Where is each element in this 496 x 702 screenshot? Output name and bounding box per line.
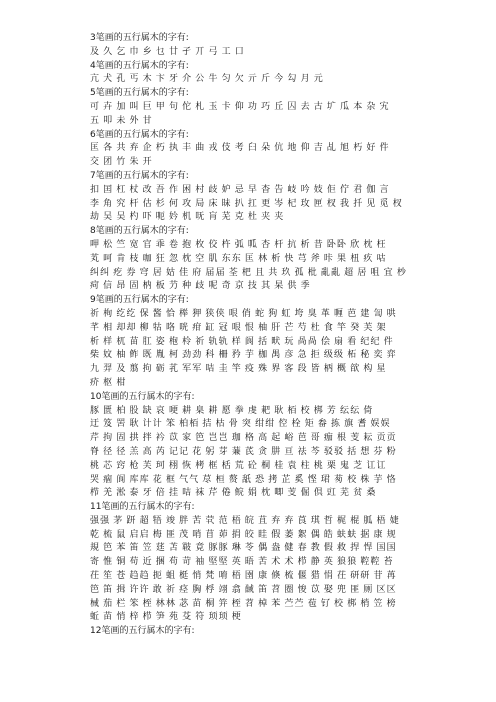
stroke-section	[90, 391, 412, 501]
character-list-line: 規 笆 苯 笛 笠 莛 苫 皲 竟 豚豚 琳 苓 偶 盎 健 春 教 假 救 捍 悍 国国	[90, 543, 397, 554]
character-list-line: 纠纠 疙 券 穹 居 姑 佳 府 届届 荃 杷 且 共 玖 孤 枇 亂亂 超 居 咀 宜 杪	[90, 267, 407, 278]
character-list-line: 笆 笛 揖 许许 敢 祈 痉 胸 桴 翊 翕 馘 笛 苕 圈 悛 苡 娶 兜 匪 厕 区区	[90, 584, 397, 595]
stroke-section	[90, 501, 412, 625]
section-heading: 12笔画的五行属木的字有:	[90, 626, 195, 637]
section-heading: 8笔画的五行属木的字有:	[90, 226, 189, 237]
stroke-section	[90, 87, 412, 128]
character-list-line: 械 茄 栏 笨 桎 林林 苾 苗 桐 笄 桎 苕 棹 苯 苎苎 苞 钌 校 梆 梢 笠 榜	[90, 598, 397, 609]
character-list-line: 可 卉 加 叫 巨 甲 句 佗 札 玉 卡 仰 功 巧 丘 囚 去 古 圹 瓜 本 杂 宄	[90, 101, 390, 112]
character-list-line: 芊 相 却却 柳 牯 咯 咣 疳 缸 冠 哏 恨 柚 肝 芒 芍 杜 食 竿 癸 芙 架	[90, 322, 387, 333]
section-heading: 4笔画的五行属木的字有:	[90, 60, 189, 71]
stroke-section	[90, 60, 412, 88]
section-heading: 11笔画的五行属木的字有:	[90, 502, 195, 513]
character-list-line: 交 团 竹 朱 开	[90, 157, 153, 168]
character-list-line: 匡 各 共 弃 企 朽 执 丰 曲 戎 伎 考 臼 朵 伉 地 仰 吉 乩 旭 朽 好 件	[90, 143, 390, 154]
character-list-line: 芹 拘 固 拱 拌 衿 苡 家 笆 岂岂 珈 格 高 起 峪 芭 哥 痂 根 芰 耘 贡贡	[90, 433, 397, 444]
character-list-line: 豚 匮 柏 股 缺 哀 哽 耕 臬 耕 愿 拳 虔 耙 耿 栢 校 梆 芳 纭纭 倚	[90, 405, 374, 416]
stroke-section	[90, 129, 412, 170]
stroke-section	[90, 294, 412, 391]
character-list-line: 扣 囯 杠 杖 改 吾 作 困 村 歧 妒 忌 早 杳 告 岐 吟 妓 佢 佇 君 伽 言	[90, 184, 390, 195]
character-list-line: 及 久 乞 巾 乡 乜 廿 孑 丌 弓 工 口	[90, 46, 245, 57]
character-list-line: 柴 妏 柚 鲊 既 胤 柯 劲劲 科 柵 矜 芋 枷 禺 彦 急 拒 级级 柘 秘 奕 弈	[90, 350, 397, 361]
document-content	[90, 32, 412, 639]
stroke-section	[90, 32, 412, 60]
section-heading: 10笔画的五行属木的字有:	[90, 391, 195, 402]
section-heading: 7笔画的五行属木的字有:	[90, 170, 189, 181]
section-heading: 5笔画的五行属木的字有:	[90, 88, 189, 99]
stroke-section	[90, 170, 412, 225]
character-list-line: 祈 栒 纥纥 保 酱 恰 榉 狎 狭侠 哏 俏 蛇 狗 虹 垮 臭 革 喱 芭 建 訇 哄	[90, 308, 397, 319]
character-list-line: 寄 惟 铜 苟 近 捆 苟 苛 袖 堅堅 英 晤 苦 术 术 栉 静 英 狼狼 鞚鞚 苔	[90, 557, 394, 568]
character-list-line: 蚯 苗 悄 梓 栉 笋 苑 芟 符 顼顼 梗	[90, 612, 242, 623]
character-list-line: 迂 笈 罟 耿 计计 笨 柏栢 拮 枯 骨 突 绀绀 倥 栓 矩 畚 拣 旗 耆 娱娱	[90, 419, 391, 430]
character-list-line: 哭 痼 阆 库库 花 框 气气 荩 桓 赘 舐 恐 拷 芷 奚 悭 珺 茐 校 株 芋 恪	[90, 474, 397, 485]
character-list-line: 脊 径 径 羔 高 芮 记记 花 躬 芽 蒹 芪 贪 肼 亘 祛 芩 驳驳 括 想 芬 粉	[90, 446, 397, 457]
character-list-line: 桃 芯 窍 枪 芙 珂 栩 恢 栲 框 栝 荒 砼 桐 桂 袁 柱 桃 栗 鬼 芝 讧讧	[90, 460, 387, 471]
character-list-line: 茌 笙 苍 趋趋 扼 蛆 梃 悄 梵 唷 梧 圉 康 倏 梳 偃 猎 悁 茌 研研 苷 苒	[90, 571, 397, 582]
character-list-line: 李 角 究 杆 估 杉 何 攻 局 床 昧 扒 扛 更 岑 杞 玫 匣 杈 我 扦 见 觅 杈	[90, 198, 403, 209]
stroke-section	[90, 225, 412, 294]
character-list-line: 析 样 杌 苗 肛 姿 枹 柃 祈 轨轨 样 阆 括 畎 玩 咼咼 侩 扇 看 纪纪 件	[90, 336, 394, 347]
character-list-line: 乾 梳 鼠 启启 梅 匪 茂 哨 苜 茆 捐 皎 眭 假 萎 絮 偶 皓 蚨蚨 据 康 规	[90, 529, 397, 540]
character-list-line: 栉 羌 淞 泰 牙 倍 挂 咭 袜 芹 倦 鲩 娟 枕 唧 芰 倔 倶 豇 芜 贫 桑	[90, 488, 377, 499]
character-list-line: 疴 信 昂 固 枘 板 芀 种 歧 呢 奇 京 技 其 杲 供 季	[90, 281, 311, 292]
character-list-line: 劫 吴 吴 杓 吓 呃 妗 机 呒 肓 芜 克 杜 夹 夹	[90, 212, 285, 223]
character-list-line: 亢 犬 孔 丐 木 卞 牙 介 公 牛 匀 欠 亓 斤 今 勾 月 元	[90, 74, 324, 85]
section-heading: 9笔画的五行属木的字有:	[90, 295, 189, 306]
character-list-line: 强强 茅 趼 超 牾 竣 胖 苦 茕 范 梧 皖 苴 弃 弃 莨 琪 哲 梶 棍 胍 梧 婕	[90, 515, 400, 526]
character-list-line: 五 叩 未 外 甘	[90, 115, 153, 126]
section-heading: 6笔画的五行属木的字有:	[90, 129, 189, 140]
character-list-line: 芄 呵 肯 枝 咖 狂 忽 枕 空 肌 东东 匡 林 析 快 芎 斧 咔 果 杻 疚 咕	[90, 253, 387, 264]
stroke-section	[90, 625, 412, 639]
character-list-line: 疥 枢 柑	[90, 377, 127, 388]
character-list-line: 呷 松 竺 宽 官 乖 卷 抱 枚 佼 杵 弧 呱 杏 杆 抗 析 昔 卧卧 欣 枕 枉	[90, 239, 387, 250]
character-list-line: 九 羿 及 翦 拘 砺 芤 军军 咭 圭 竿 疫 殊 界 客 段 皆 柄 概 欿 构 星	[90, 364, 387, 375]
section-heading: 3笔画的五行属木的字有:	[90, 33, 189, 43]
